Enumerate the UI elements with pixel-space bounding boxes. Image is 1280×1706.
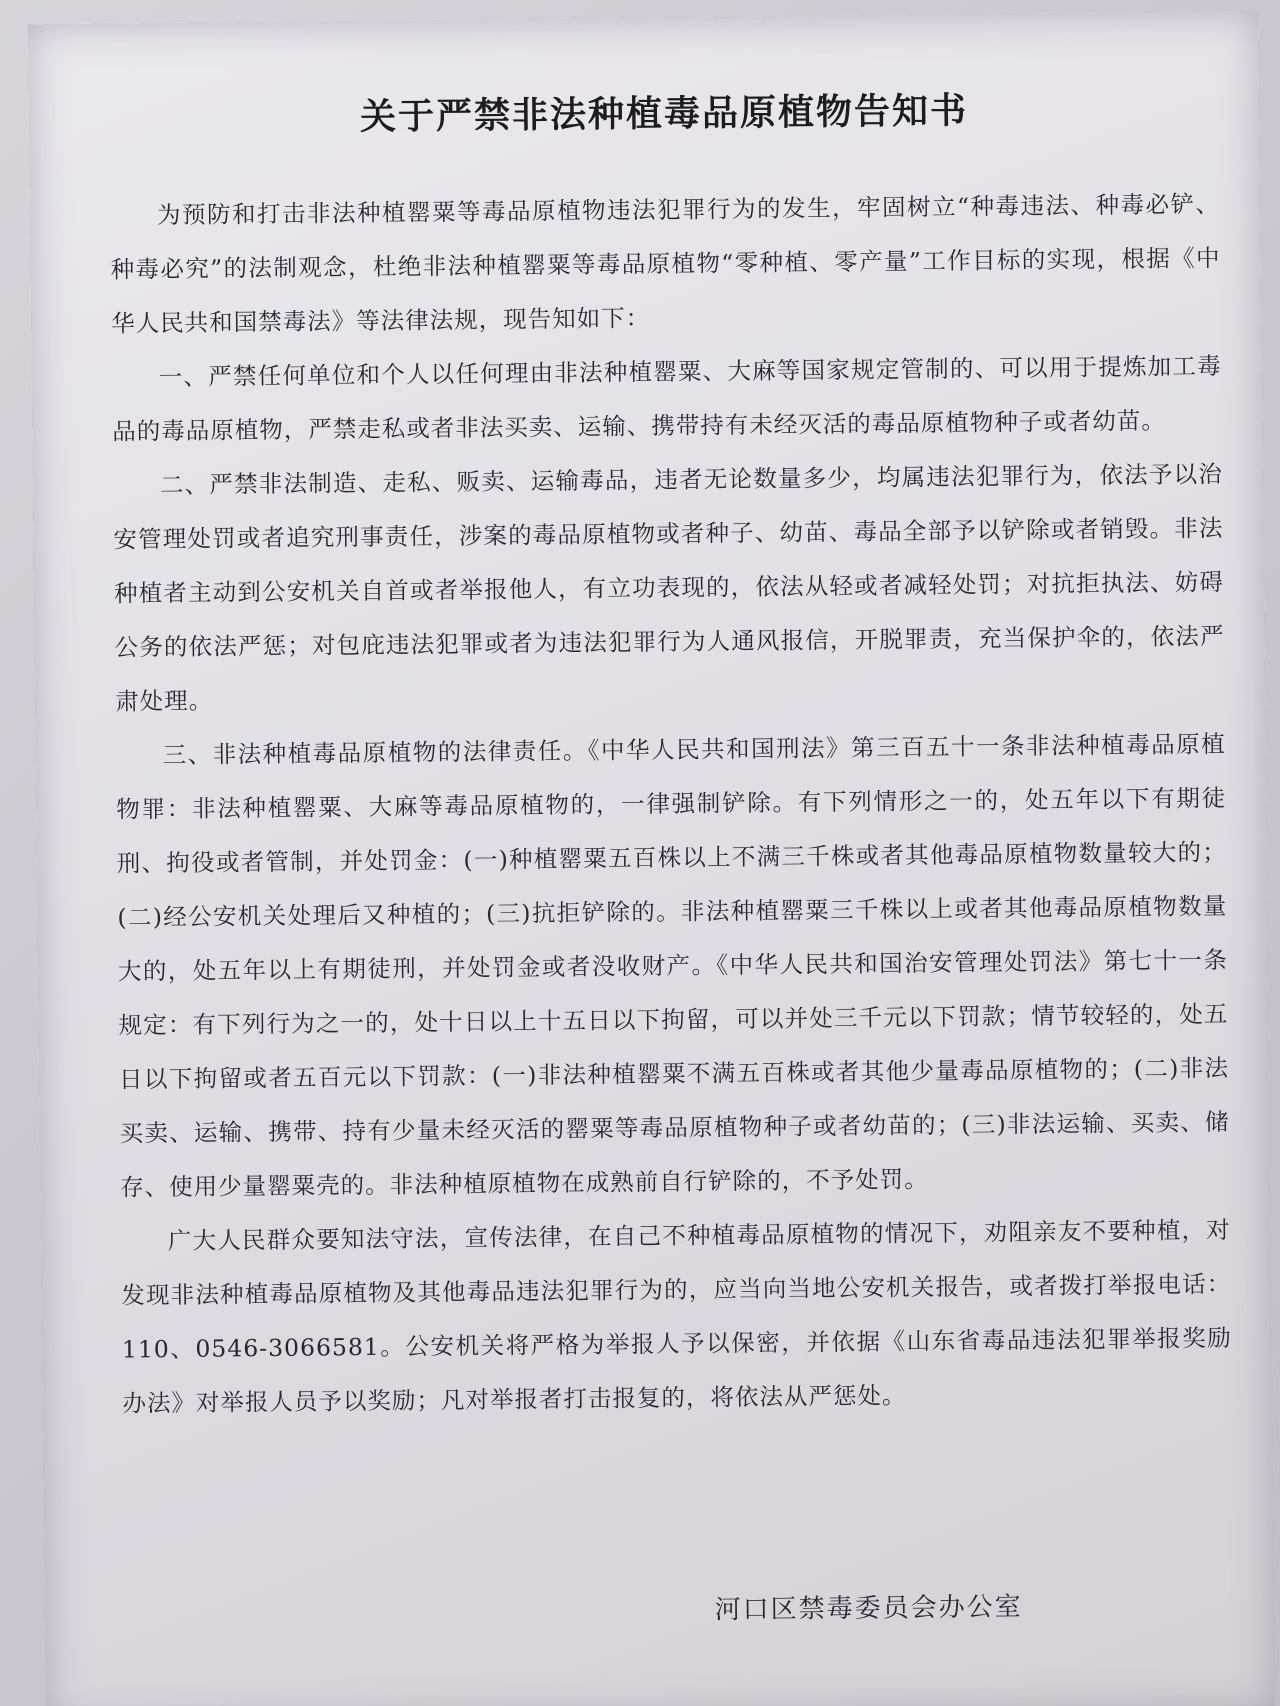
intro-paragraph: 为预防和打击非法种植罂粟等毒品原植物违法犯罪行为的发生，牢固树立“种毒违法、种毒必铲、种毒必究”的法制观念，杜绝非法种植罂粟等毒品原植物“零种植、零产量”工作目标的实现，根据《中华人民共和国禁毒法》等法律法规，现告知如下： <box>110 189 1221 338</box>
clause-three: 三、非法种植毒品原植物的法律责任。《中华人民共和国刑法》第三百五十一条非法种植毒品原植物罪：非法种植罂粟、大麻等毒品原植物的，一律强制铲除。有下列情形之一的，处五年以下有期徒刑、拘役或者管制，并处罚金：(一)种植罂粟五百株以上不满三千株或者其他毒品原植物数量较大的；(二)经公安机关处理后又种植的；(三)抗拒铲除的。非法种植罂粟三千株以上或者其他毒品原植物数量大的，处五年以上有期徒刑，并处罚金或者没收财产。《中华人民共和国治安管理处罚法》第七十一条规定：有下列行为之一的，处十日以上十五日以下拘留，可以并处三千元以下罚款；情节较轻的，处五日以下拘留或者五百元以下罚款：(一)非法种植罂粟不满五百株或者其他少量毒品原植物的；(二)非法买卖、运输、携带、持有少量未经灭活的罂粟等毒品原植物种子或者幼苗的；(三)非法运输、买卖、储存、使用少量罂粟壳的。非法种植原植物在成熟前自行铲除的，不予处罚。 <box>116 729 1230 1202</box>
document-title: 关于严禁非法种植毒品原植物告知书 <box>359 89 969 138</box>
closing-paragraph: 广大人民群众要知法守法，宣传法律，在自己不种植毒品原植物的情况下，劝阻亲友不要种植，对发现非法种植毒品原植物及其他毒品违法犯罪行为的，应当向当地公安机关报告，或者拨打举报电话：110、0546-3066581。公安机关将严格为举报人予以保密，并依据《山东省毒品违法犯罪举报奖励办法》对举报人员予以奖励；凡对举报者打击报复的，将依法从严惩处。 <box>121 1215 1233 1418</box>
document-body <box>108 52 1232 1431</box>
clause-two: 二、严禁非法制造、走私、贩卖、运输毒品，违者无论数量多少，均属违法犯罪行为，依法予以治安管理处罚或者追究刑事责任，涉案的毒品原植物或者种子、幼苗、毒品全部予以铲除或者销毁。非法种植者主动到公安机关自首或者举报他人，有立功表现的，依法从轻或者减轻处罚；对抗拒执法、妨碍公务的依法严惩；对包庇违法犯罪或者为违法犯罪行为人通风报信，开脱罪责，充当保护伞的，依法严肃处理。 <box>113 459 1225 716</box>
paper-sheet <box>28 12 1276 1706</box>
issuer-signature: 河口区禁毒委员会办公室 <box>714 1592 1023 1626</box>
clause-one: 一、严禁任何单位和个人以任何理由非法种植罂粟、大麻等国家规定管制的、可以用于提炼加工毒品的毒品原植物，严禁走私或者非法买卖、运输、携带持有未经灭活的毒品原植物种子或者幼苗。 <box>112 351 1222 446</box>
